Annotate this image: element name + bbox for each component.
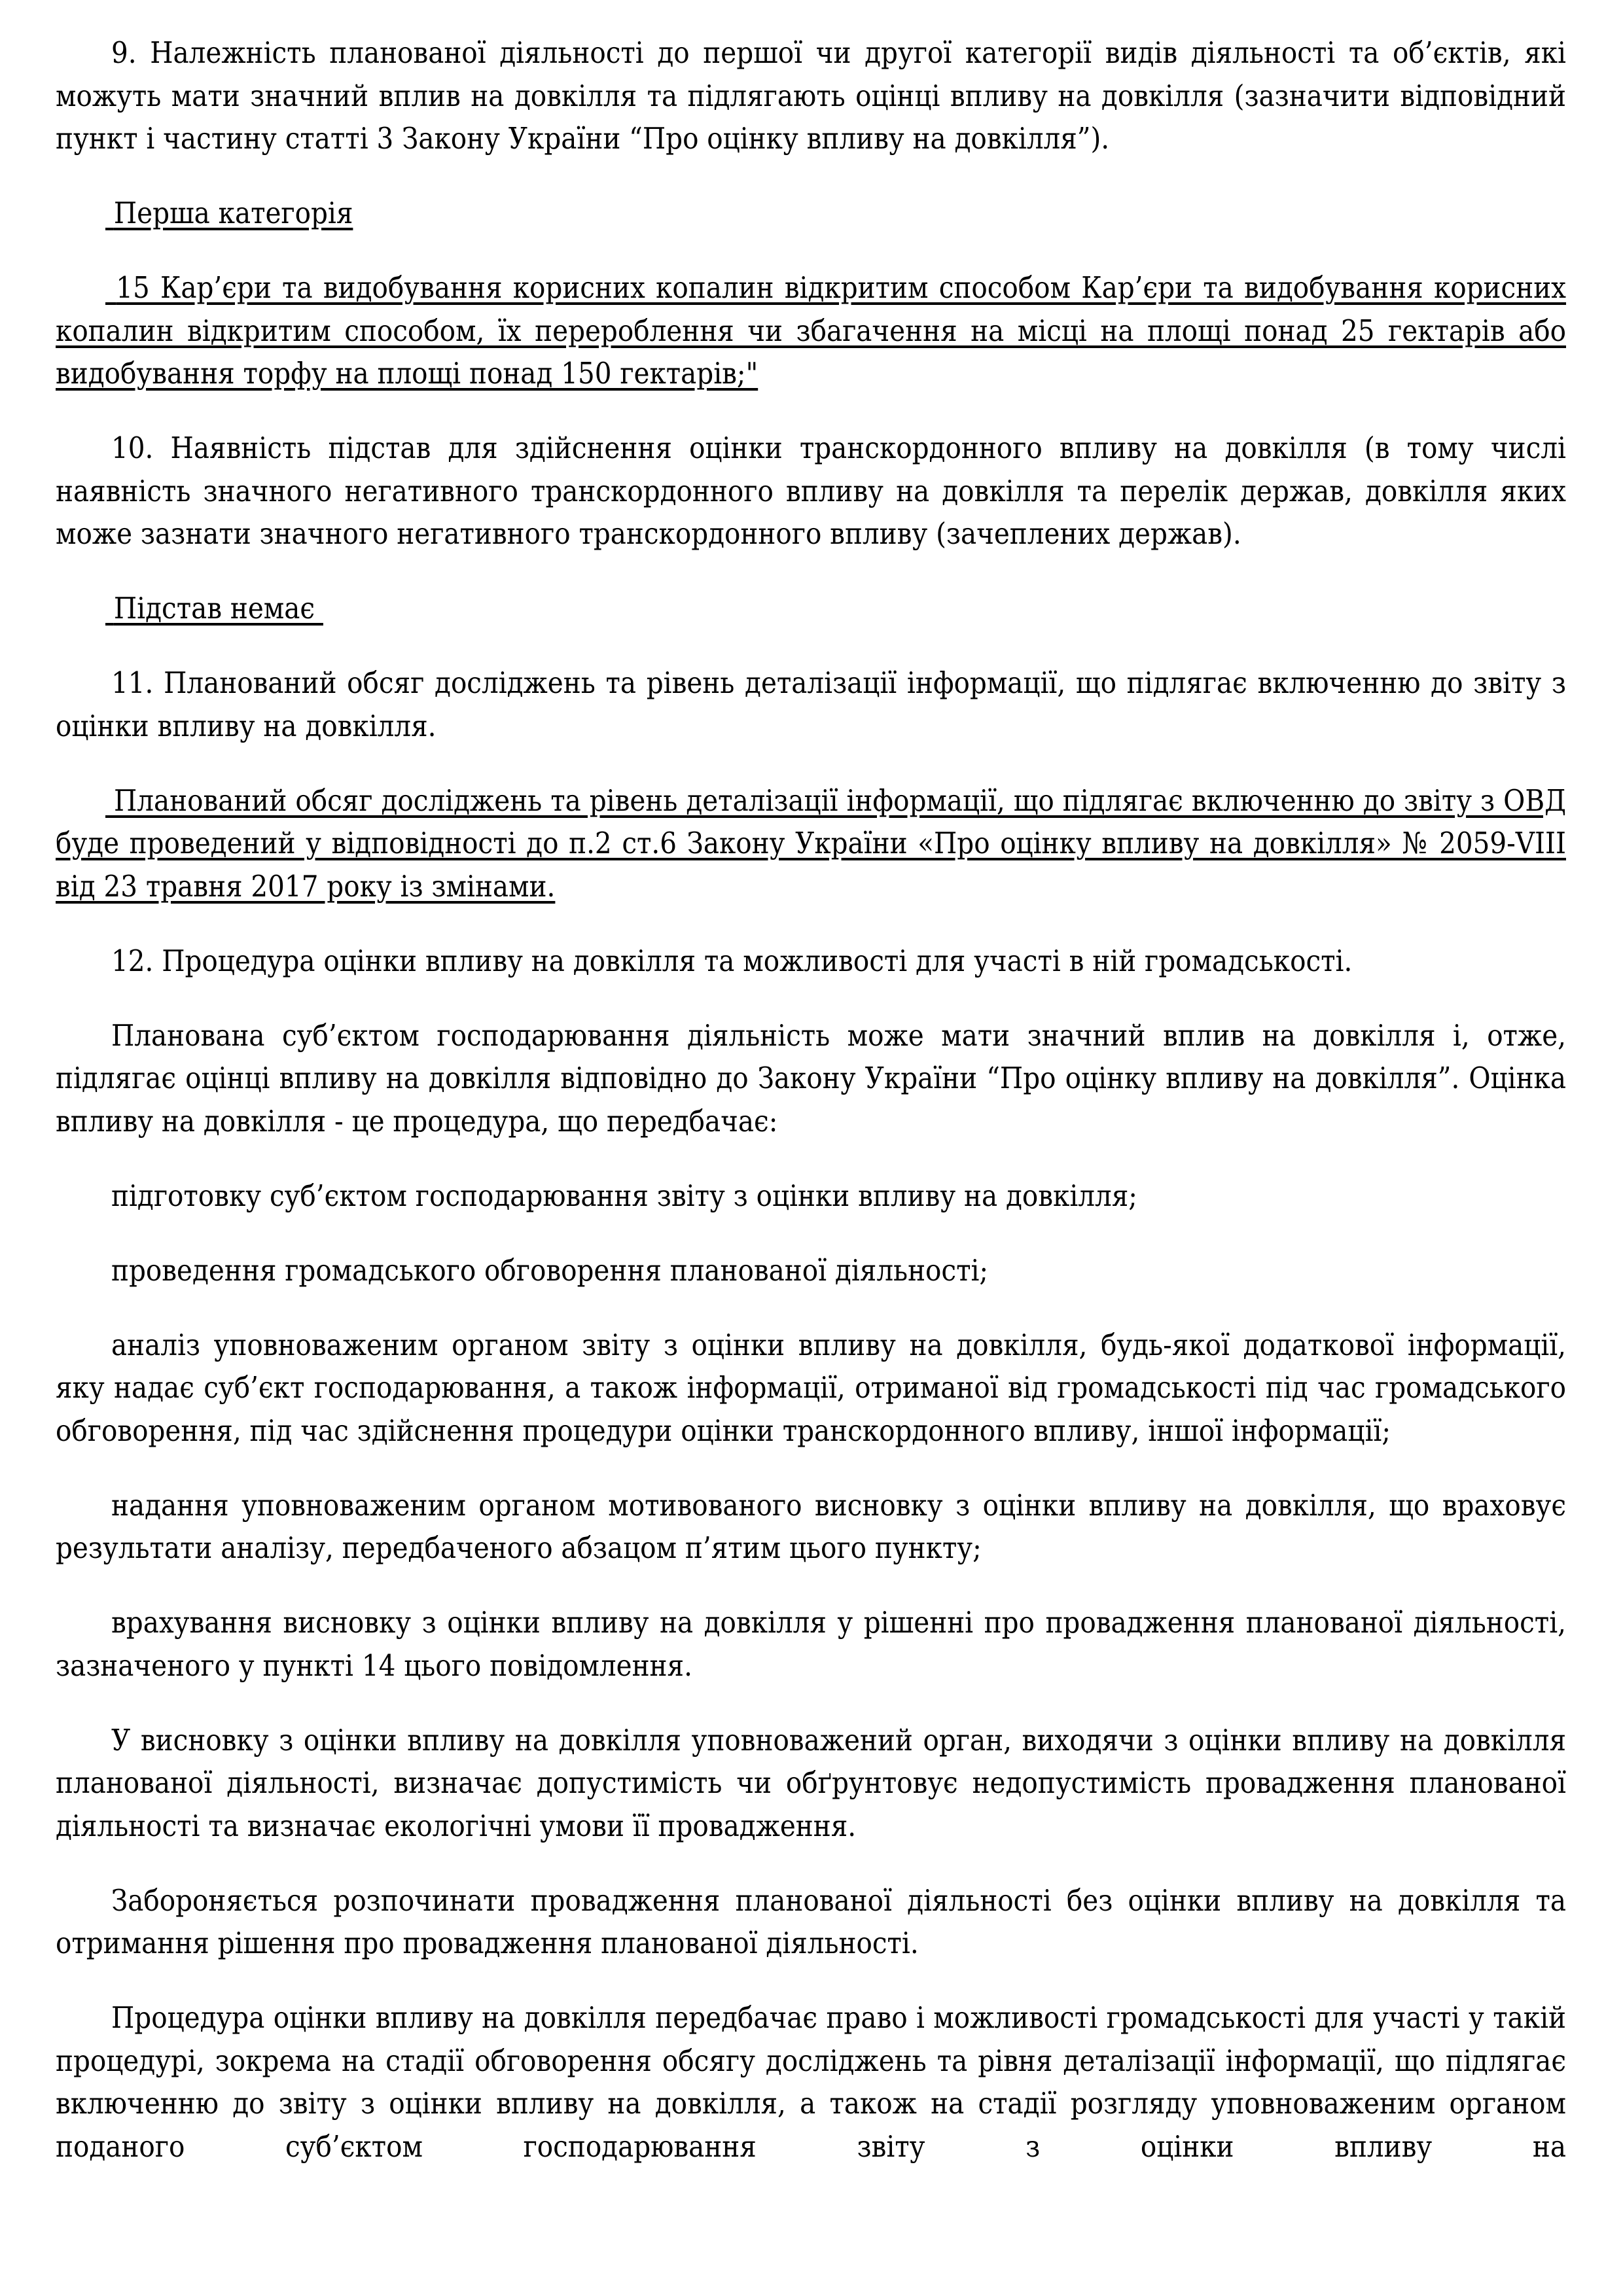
paragraph-text: 9. Належність планованої діяльності до першої чи другої категорії видів діяльності та об’єктів, які можуть мати значний вплив на довкілля та підлягають оцінці впливу на довкілля (зазначити відповідний пункт і частину статті 3 Закону України “Про оцінку впливу на довкілля”).	[56, 35, 1566, 156]
section-12-public-rights-paragraph	[56, 1996, 1566, 2168]
paragraph-text: врахування висновку з оцінки впливу на довкілля у рішенні про провадження планованої діяльності, зазначеного у пункті 14 цього повідомлення.	[56, 1605, 1566, 1683]
section-12-step-conclusion	[56, 1484, 1566, 1570]
section-10-answer	[56, 587, 1566, 630]
section-12-step-report-preparation	[56, 1174, 1566, 1218]
underline-lead	[105, 196, 114, 230]
section-12-intro	[56, 1014, 1566, 1143]
section-9-answer-item	[56, 266, 1566, 395]
paragraph-text: Планований обсяг досліджень та рівень деталізації інформації, що підлягає включенню до звіту з ОВД буде проведений у відповідності до п.2 ст.6 Закону України «Про оцінку впливу на довкілля» № 2059-VIII від 23 травня 2017 року із змінами.	[56, 783, 1567, 904]
paragraph-text: 15 Кар’єри та видобування корисних копалин відкритим способом Кар’єри та видобування корисних копалин відкритим способом, їх перероблення чи збагачення на місці на площі понад 25 гектарів або видобування торфу на площі понад 150 гектарів;"	[56, 270, 1567, 391]
paragraph-text: підготовку суб’єктом господарювання звіту з оцінки впливу на довкілля;	[111, 1178, 1137, 1213]
section-9-answer-category	[56, 192, 1566, 235]
paragraph-text: Підстав немає	[113, 591, 323, 626]
section-12-step-public-discussion	[56, 1249, 1566, 1292]
section-12-conclusion-paragraph	[56, 1719, 1566, 1848]
paragraph-text: аналіз уповноваженим органом звіту з оцінки впливу на довкілля, будь-якої додаткової інформації, яку надає суб’єкт господарювання, а також інформації, отриманої від громадськості під час громадського обговорення, під час здійснення процедури оцінки транскордонного впливу, іншої інформації;	[56, 1327, 1566, 1448]
paragraph-text: Перша категорія	[113, 196, 353, 230]
section-11-answer	[56, 779, 1566, 908]
section-12-step-analysis	[56, 1324, 1566, 1453]
paragraph-text: Забороняється розпочинати провадження планованої діяльності без оцінки впливу на довкілля та отримання рішення про провадження планованої діяльності.	[56, 1882, 1566, 1960]
section-10-heading	[56, 427, 1566, 556]
section-9-heading	[56, 31, 1566, 160]
underline-lead	[105, 783, 114, 818]
paragraph-text: проведення громадського обговорення планованої діяльності;	[111, 1252, 989, 1288]
section-12-step-decision	[56, 1601, 1566, 1687]
paragraph-text: надання уповноваженим органом мотивованого висновку з оцінки впливу на довкілля, що враховує результати аналізу, передбаченого абзацом п’ятим цього пункту;	[56, 1487, 1566, 1565]
paragraph-text: Планована суб’єктом господарювання діяльність може мати значний вплив на довкілля і, отже, підлягає оцінці впливу на довкілля відповідно до Закону України “Про оцінку впливу на довкілля”. Оцінка впливу на довкілля - це процедура, що передбачає:	[56, 1017, 1566, 1139]
section-12-heading	[56, 940, 1566, 983]
paragraph-text: У висновку з оцінки впливу на довкілля уповноважений орган, виходячи з оцінки впливу на довкілля планованої діяльності, визначає допустимість чи обґрунтовує недопустимість провадження планованої діяльності та визначає екологічні умови її провадження.	[56, 1722, 1566, 1843]
paragraph-text: Процедура оцінки впливу на довкілля передбачає право і можливості громадськості для участі у такій процедурі, зокрема на стадії обговорення обсягу досліджень та рівня деталізації інформації, що підлягає включенню до звіту з оцінки впливу на довкілля, а також на стадії розгляду уповноваженим органом поданого суб’єктом господарювання звіту з оцінки впливу на	[56, 2000, 1566, 2164]
document-page	[56, 31, 1566, 2200]
paragraph-text: 12. Процедура оцінки впливу на довкілля та можливості для участі в ній громадськості.	[111, 943, 1353, 978]
underline-lead	[105, 591, 114, 626]
section-12-prohibition-paragraph	[56, 1879, 1566, 1965]
section-11-heading	[56, 662, 1566, 747]
paragraph-text: 10. Наявність підстав для здійснення оцінки транскордонного впливу на довкілля (в тому числі наявність значного негативного транскордонного впливу на довкілля та перелік держав, довкілля яких може зазнати значного негативного транскордонного впливу (зачеплених держав).	[56, 431, 1566, 551]
underline-lead	[105, 270, 116, 305]
paragraph-text: 11. Планований обсяг досліджень та рівень деталізації інформації, що підлягає включенню до звіту з оцінки впливу на довкілля.	[56, 665, 1566, 743]
